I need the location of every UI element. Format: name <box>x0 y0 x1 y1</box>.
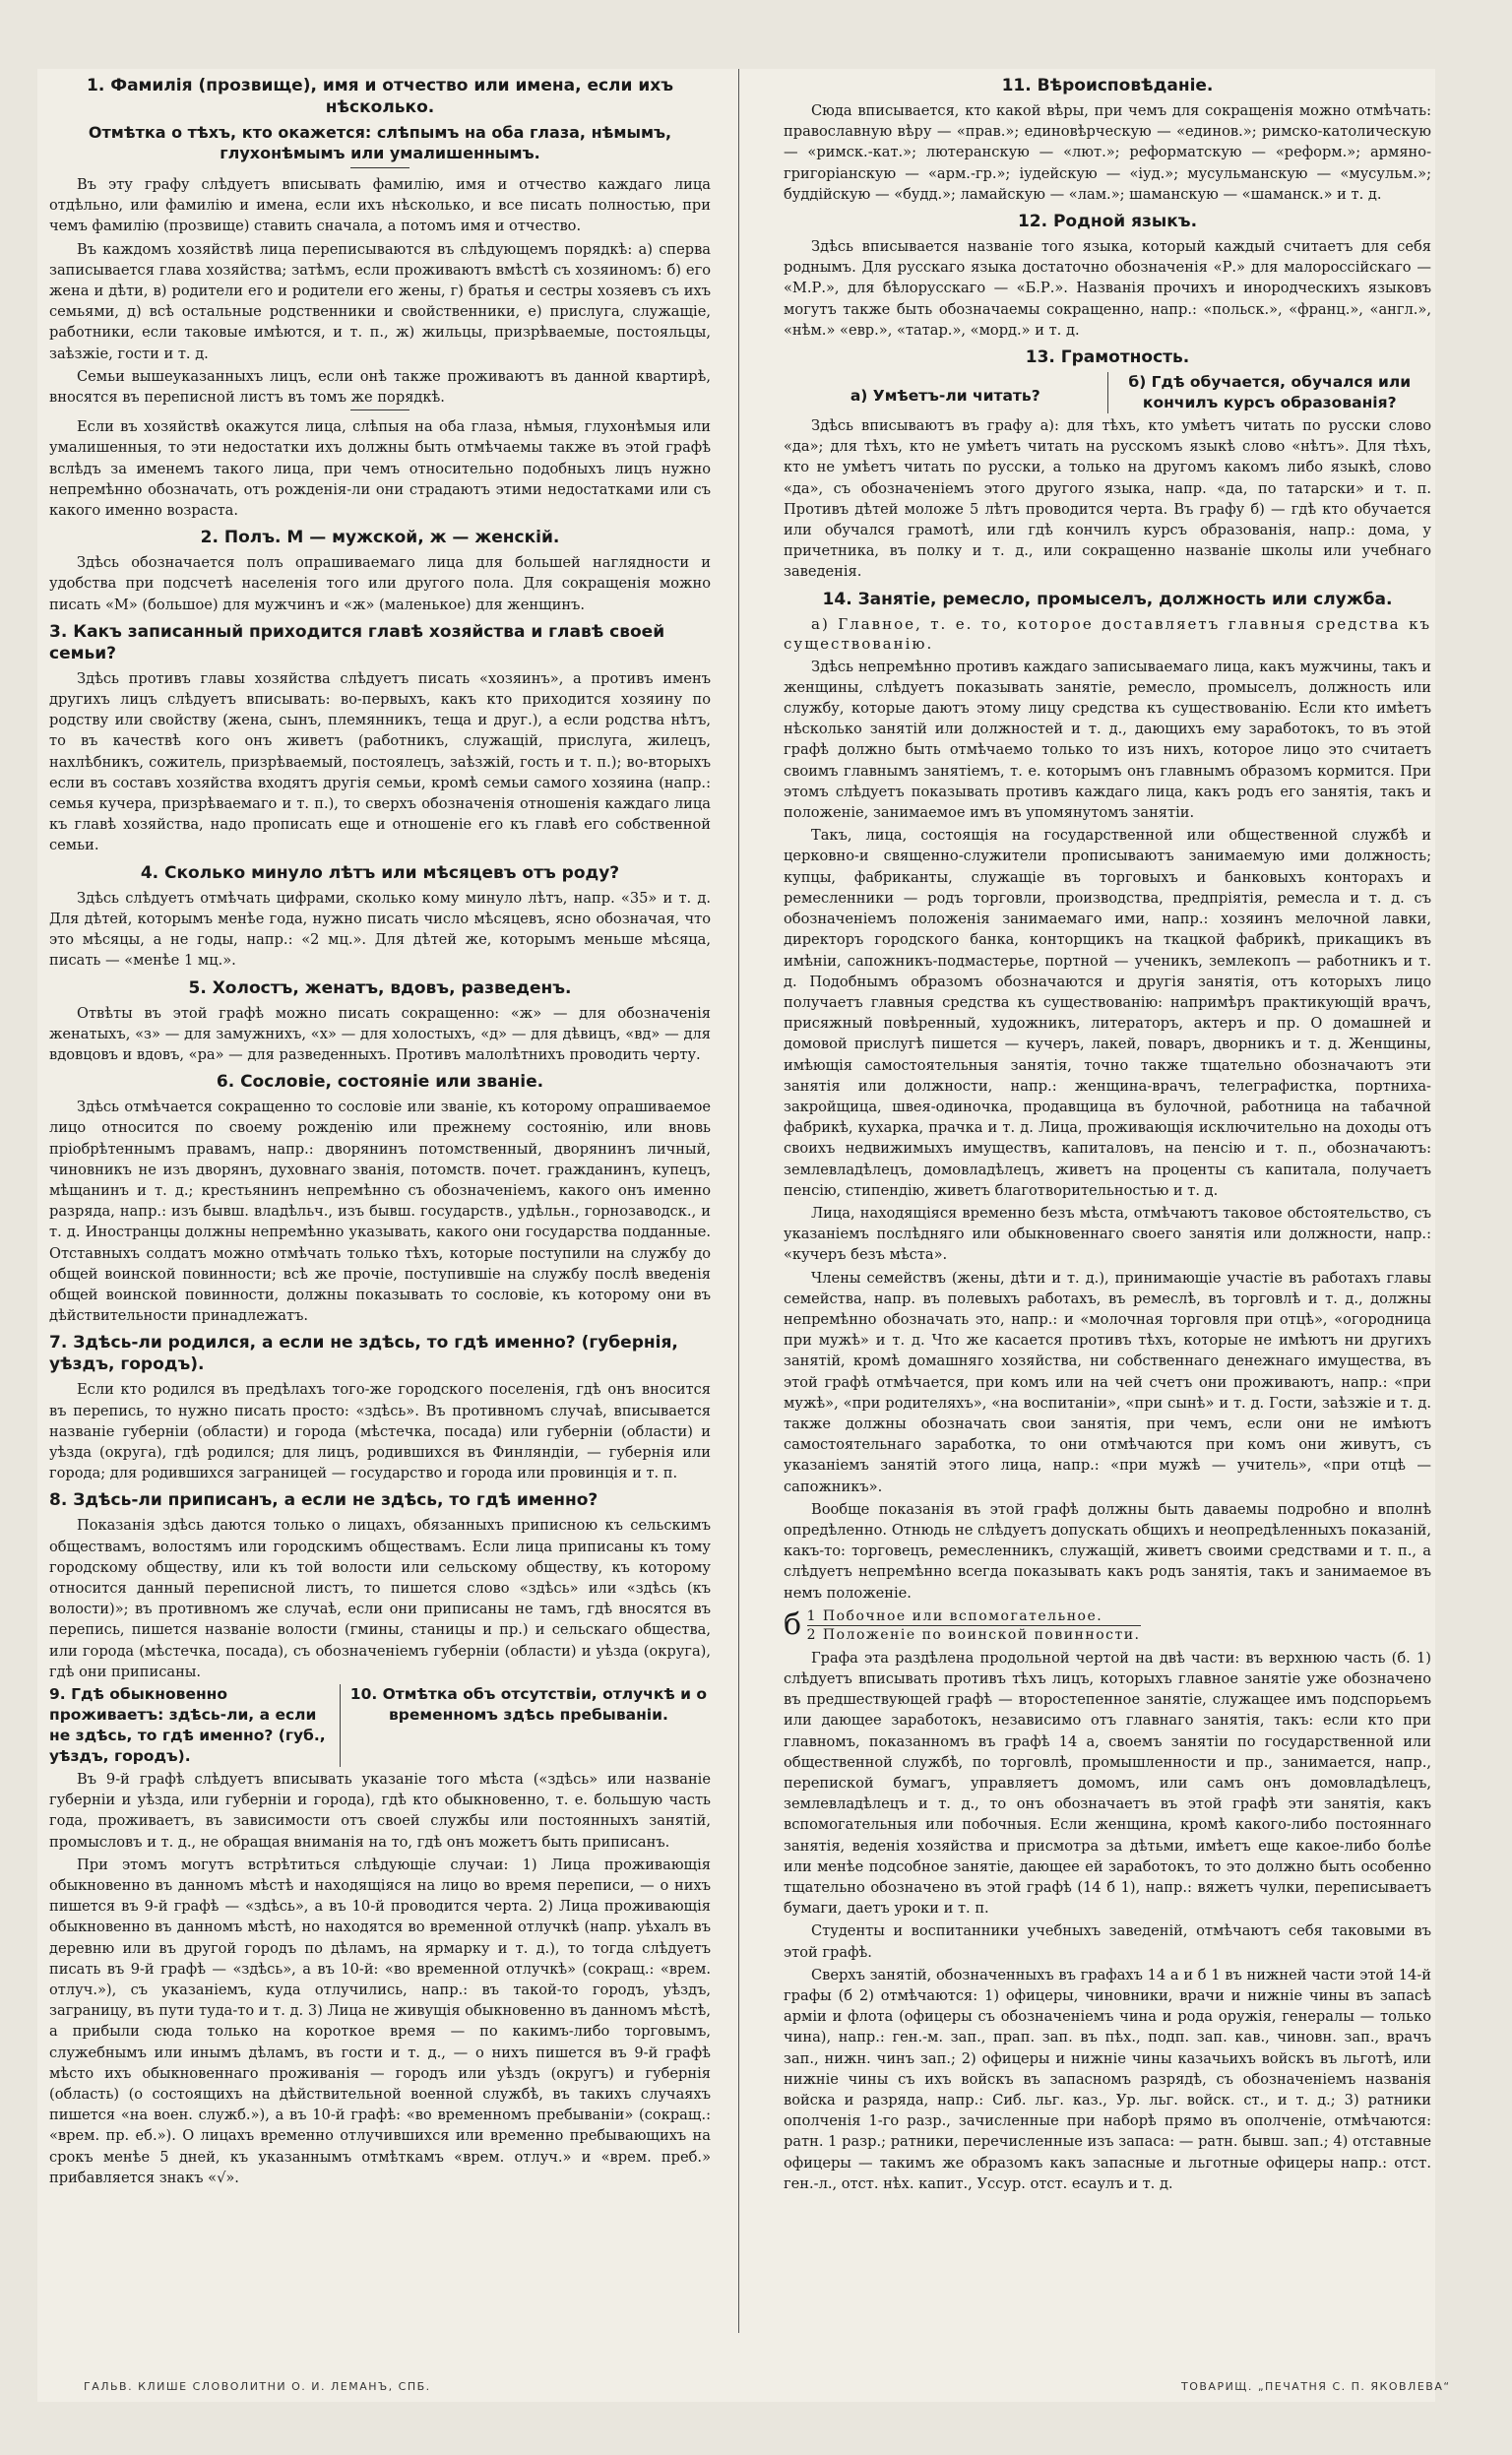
right-column <box>784 69 1431 2402</box>
section-14b-paragraph: Студенты и воспитанники учебныхъ заведеній, отмѣчаютъ себя таковыми въ этой графѣ. <box>784 1922 1431 1961</box>
section-14b-letter: б <box>784 1607 803 1643</box>
section-14-paragraph: Лица, находящіяся временно безъ мѣста, отмѣчаютъ таковое обстоятельство, съ указаніемъ послѣдняго или обыкновеннаго своего занятія или должности, напр.: «кучеръ безъ мѣста». <box>784 1204 1431 1264</box>
section-14b-header <box>784 1607 1431 1644</box>
section-4-title: 4. Сколько минуло лѣтъ или мѣсяцевъ отъ роду? <box>140 862 620 883</box>
section-5-paragraph: Отвѣты въ этой графѣ можно писать сокращенно: «ж» — для обозначенія женатыхъ, «з» — для замужнихъ, «х» — для холостыхъ, «д» — для дѣвицъ, «вд» — для вдовцовъ и вдовъ, «ра» — для разведенныхъ. Противъ малолѣтнихъ проводить черту. <box>49 1004 711 1063</box>
section-14-paragraph: Здѣсь непремѣнно противъ каждаго записываемаго лица, какъ мужчины, такъ и женщины, слѣдуетъ показывать занятіе, ремесло, промыселъ, должность или службу, которые даютъ этому лицу средства къ существованію. Если кто имѣетъ нѣсколько занятій или должностей и т. д., дающихъ ему заработокъ, то въ этой графѣ должно быть отмѣчаемо только то изъ нихъ, которое лицо это считаетъ своимъ главнымъ занятіемъ, т. е. которымъ онъ главнымъ образомъ кормится. При этомъ слѣдуетъ показывать противъ каждаго лица, какъ родъ его занятія, такъ и положеніе, занимаемое имъ въ упомянутомъ занятіи. <box>784 658 1431 822</box>
section-7-title: 7. Здѣсь-ли родился, а если не здѣсь, то гдѣ именно? (губернія, уѣздъ, городъ). <box>49 1333 678 1375</box>
section-14-paragraph: Вообще показанія въ этой графѣ должны быть даваемы подробно и вполнѣ опредѣленно. Отнюдь не слѣдуетъ допускать общихъ и неопредѣленныхъ показаній, какъ-то: торговецъ, ремесленникъ, служащій, живетъ своими средствами и т. п., а слѣдуетъ непремѣнно всегда показывать какъ родъ занятія, такъ и занимаемое въ немъ положеніе. <box>784 1500 1431 1602</box>
section-9-title: 9. Гдѣ обыкновенно проживаетъ: здѣсь-ли, а если не здѣсь, то гдѣ именно? (губ., уѣздъ, городъ). <box>49 1684 341 1767</box>
section-1-title: 1. Фамилія (прозвище), имя и отчество или имена, если ихъ нѣсколько. <box>87 76 673 117</box>
section-11-title: 11. Вѣроисповѣданіе. <box>1001 76 1214 95</box>
section-1-paragraph: Если въ хозяйствѣ окажутся лица, слѣпыя на оба глаза, нѣмыя, глухонѣмыя или умалишенныя, то эти недостатки ихъ должны быть отмѣчаемы также въ этой графѣ вслѣдъ за именемъ такого лица, при чемъ относительно подобныхъ лицъ нужно непремѣнно обозначать, отъ рожденія-ли они страдаютъ этими недостатками или съ какого именно возраста. <box>49 418 711 520</box>
section-4-paragraph: Здѣсь слѣдуетъ отмѣчать цифрами, сколько кому минуло лѣтъ, напр. «35» и т. д. Для дѣтей, которымъ менѣе года, нужно писать число мѣсяцевъ, ясно обозначая, что это мѣсяцы, а не годы, напр.: «2 мц.». Для дѣтей же, которымъ меньше мѣсяца, писать — «менѣе 1 мц.». <box>49 889 711 970</box>
section-1-paragraph: Семьи вышеуказанныхъ лицъ, если онѣ также проживаютъ въ данной квартирѣ, вносятся въ переписной листъ въ томъ же порядкѣ. <box>49 367 711 407</box>
section-9-paragraph: Въ 9-й графѣ слѣдуетъ вписывать указаніе того мѣста («здѣсь» или названіе губерніи и уѣзда, или губерніи и города), гдѣ кто обыкновенно, т. е. большую часть года, проживаетъ, въ зависимости отъ своей службы или постоянныхъ занятій, промысловъ и т. д., не обращая вниманія на то, гдѣ онъ можетъ быть приписанъ. <box>49 1770 711 1851</box>
section-1-note: Отмѣтка о тѣхъ, кто окажется: слѣпымъ на оба глаза, нѣмымъ, глухонѣмымъ или умалишеннымъ. <box>88 123 672 162</box>
section-9-10-header <box>49 1684 711 1767</box>
section-14b1-title: 1 Побочное или вспомогательное. <box>807 1607 1141 1626</box>
divider-rule <box>350 409 410 410</box>
section-14b-paragraph: Графа эта раздѣлена продольной чертой на двѣ части: въ верхнюю часть (б. 1) слѣдуетъ вписывать противъ тѣхъ лицъ, которыхъ главное занятіе уже обозначено въ предшествующей графѣ — второстепенное занятіе, служащее имъ подспорьемъ или дающее заработокъ, независимо отъ главнаго занятія, такъ: если кто при главномъ, показанномъ въ графѣ 14 а, своемъ занятіи по государственной или общественной службѣ, по торговлѣ, промышленности и пр., занимается, напр., перепиской бумагъ, управляетъ домомъ, или самъ онъ домовладѣлецъ, землевладѣлецъ и т. д., то онъ обозначаетъ въ этой графѣ эти занятія, какъ вспомогательныя или побочныя. Если женщина, кромѣ какого-либо постояннаго занятія, веденія хозяйства и присмотра за дѣтьми, имѣетъ еще какое-либо болѣе или менѣе подсобное занятіе, дающее ей заработокъ, то это должно быть особенно тщательно обозначено въ этой графѣ (14 б 1), напр.: вяжетъ чулки, переписываетъ бумаги, даетъ уроки и т. п. <box>784 1649 1431 1918</box>
section-3-title: 3. Какъ записанный приходится главѣ хозяйства и главѣ своей семьи? <box>49 621 665 663</box>
section-14a-subtitle: а) Главное, т. е. то, которое доставляетъ главныя средства къ существованію. <box>784 614 1431 653</box>
section-12-title: 12. Родной языкъ. <box>1017 212 1198 232</box>
section-14-paragraph: Члены семействъ (жены, дѣти и т. д.), принимающіе участіе въ работахъ главы семейства, напр. въ полевыхъ работахъ, въ ремеслѣ, въ торговлѣ и т. д., должны непремѣнно обозначать это, напр.: и «молочная торговля при отцѣ», «огородница при мужѣ» и т. д. Что же касается противъ тѣхъ, которые не имѣютъ ни другихъ занятій, кромѣ домашняго хозяйства, ни собственнаго денежнаго имущества, въ этой графѣ отмѣчается, при комъ или на чей счетъ они проживаютъ, напр.: «при мужѣ», «при родителяхъ», «на воспитаніи», «при сынѣ» и т. д. Гости, заѣзжіе и т. д. также должны обозначать свои занятія, при чемъ, если они не имѣютъ самостоятельнаго заработка, то они отмѣчаются при комъ они живутъ, съ указаніемъ занятій этого лица, напр.: «при мужѣ — учитель», «при отцѣ — сапожникъ». <box>784 1269 1431 1495</box>
section-13-subheader <box>784 372 1431 413</box>
left-column <box>49 69 711 2402</box>
census-instruction-sheet <box>37 69 1435 2402</box>
section-13b-title: б) Гдѣ обучается, обучался или кончилъ курсъ образованія? <box>1107 372 1432 413</box>
section-7-paragraph: Если кто родился въ предѣлахъ того-же городского поселенія, гдѣ онъ вносится въ перепись, то нужно писать просто: «здѣсь». Въ противномъ случаѣ, вписывается названіе губерніи (области) и города (мѣстечка, посада) или губерніи (области) и уѣзда (округа), гдѣ родился; для лицъ, родившихся въ Финляндіи, — губернія или города; для родившихся заграницей — государство и города или провинція и т. п. <box>49 1381 711 1482</box>
divider-rule <box>350 167 410 168</box>
section-1-paragraph: Въ эту графу слѣдуетъ вписывать фамилію, имя и отчество каждаго лица отдѣльно, или фамилію и имена, если ихъ нѣсколько, и все писать полностью, при чемъ фамилію (прозвище) ставить сначала, а потомъ имя и отчество. <box>49 176 711 235</box>
section-2-title: 2. Полъ. М — мужской, ж — женскій. <box>200 528 560 548</box>
column-divider <box>738 69 739 2333</box>
section-2-paragraph: Здѣсь обозначается полъ опрашиваемаго лица для большей наглядности и удобства при подсчетѣ населенія того или другого пола. Для сокращенія можно писать «М» (большое) для мужчинъ и «ж» (маленькое) для женщинъ. <box>49 554 711 613</box>
section-6-title: 6. Сословіе, состояніе или званіе. <box>216 1072 544 1093</box>
section-13-paragraph: Здѣсь вписываютъ въ графу а): для тѣхъ, кто умѣетъ читать по русски слово «да»; для тѣхъ, кто не умѣетъ читать на русскомъ языкѣ слово «нѣтъ». Для тѣхъ, кто не умѣетъ читать по русски, а только на другомъ какомъ либо языкѣ, слово «да», съ обозначеніемъ этого другого языка, напр. «да, по татарски» и т. п. Противъ дѣтей моложе 5 лѣтъ проводится черта. Въ графу б) — гдѣ кто обучается или обучался грамотѣ, или гдѣ кончилъ курсъ образованія, напр.: дома, у причетника, въ полку и т. д., или сокращенно названіе школы или учебнаго заведенія. <box>784 417 1431 581</box>
section-14-title: 14. Занятіе, ремесло, промыселъ, должность или служба. <box>822 589 1393 609</box>
section-14b-lines <box>807 1607 1141 1644</box>
section-11-paragraph: Сюда вписывается, кто какой вѣры, при чемъ для сокращенія можно отмѣчать: православную вѣру — «прав.»; единовѣрческую — «единов.»; римско-католическую — «римск.-кат.»; лютеранскую — «лют.»; реформатскую — «реформ.»; армяно-григоріанскую — «арм.-гр.»; іудейскую — «іуд.»; мусульманскую — «мусульм.»; буддійскую — «будд.»; ламайскую — «лам.»; шаманскую — «шаманск.» и т. д. <box>784 102 1431 203</box>
section-12-paragraph: Здѣсь вписывается названіе того языка, который каждый считаетъ для себя роднымъ. Для русскаго языка достаточно обозначенія «Р.» для малороссійскаго — «М.Р.», для бѣлорусскаго — «Б.Р.». Названія прочихъ и инородческихъ языковъ могутъ также быть обозначаемы сокращенно, напр.: «польск.», «франц.», «англ.», «нѣм.» «евр.», «татар.», «морд.» и т. д. <box>784 238 1431 339</box>
section-3-paragraph: Здѣсь противъ главы хозяйства слѣдуетъ писать «хозяинъ», а противъ именъ другихъ лицъ слѣдуетъ вписывать: во-первыхъ, какъ кто приходится хозяину по родству или свойству (жена, сынъ, племянникъ, теща и друг.), а если родства нѣтъ, то въ качествѣ кого онъ живетъ (работникъ, служащій, прислуга, жилецъ, нахлѣбникъ, сожитель, призрѣваемый, постоялецъ, заѣзжій, гость и т. п.); во-вторыхъ если въ составъ хозяйства входятъ другія семьи, кромѣ семьи самого хозяина (напр.: семья кучера, призрѣваемаго и т. п.), то сверхъ обозначенія отношенія каждаго лица къ главѣ хозяйства, надо прописать еще и отношеніе его къ главѣ его собственной семьи. <box>49 669 711 854</box>
section-14-paragraph: Такъ, лица, состоящія на государственной или общественной службѣ и церковно-и священно-служители прописываютъ занимаемую ими должность; купцы, фабриканты, служащіе въ торговыхъ и банковыхъ конторахъ и ремесленники — родъ торговли, производства, предпріятія, ремесла и т. д. съ обозначеніемъ положенія занимаемаго ими, напр.: хозяинъ мелочной лавки, директоръ городского банка, конторщикъ на ткацкой фабрикѣ, прикащикъ въ имѣніи, сапожникъ-подмастерье, портной — ученикъ, землекопъ — работникъ и т. д. Подобнымъ образомъ обозначаются и другія занятія, отъ которыхъ лицо получаетъ главныя средства къ существованію: напримѣръ практикующій врачъ, присяжный повѣренный, художникъ, литераторъ, актеръ и пр. О домашней и домовой прислугѣ пишется — кучеръ, лакей, поваръ, дворникъ и т. д. Женщины, имѣющія самостоятельныя занятія, точно также тщательно обозначаютъ эти занятія или должности, напр.: женщина-врачъ, телеграфистка, портниха-закройщица, швея-одиночка, продавщица въ булочной, работница на табачной фабрикѣ, кухарка, прачка и т. д. Лица, проживающія исключительно на доходы отъ своихъ недвижимыхъ имуществъ, капиталовъ, на пенсію и т. п., обозначаютъ: землевладѣлецъ, домовладѣлецъ, живетъ на проценты съ капитала, получаетъ пенсію, стипендію, живетъ благотворительностью и т. д. <box>784 827 1431 1199</box>
section-9-paragraph: При этомъ могутъ встрѣтиться слѣдующіе случаи: 1) Лица проживающія обыкновенно въ данномъ мѣстѣ и находящіяся на лицо во время переписи, — о нихъ пишется въ 9-й графѣ — «здѣсь», а въ 10-й проводится черта. 2) Лица проживающія обыкновенно въ данномъ мѣстѣ, но находятся во временной отлучкѣ (напр. уѣхалъ въ деревню или въ другой городъ по дѣламъ, на ярмарку и т. д.), то тогда слѣдуетъ писать въ 9-й графѣ — «здѣсь», а въ 10-й: «во временной отлучкѣ» (сокращ.: «врем. отлуч.»), съ указаніемъ, куда отлучились, напр.: въ такой-то городъ, уѣздъ, заграницу, въ пути туда-то и т. д. 3) Лица не живущія обыкновенно въ данномъ мѣстѣ, а прибыли сюда только на короткое время — по какимъ-либо торговымъ, служебнымъ или инымъ дѣламъ, въ гости и т. д., — о нихъ пишется въ 9-й графѣ мѣсто ихъ обыкновеннаго проживанія — городъ или уѣздъ (округъ) и губернія (область) (о состоящихъ на дѣйствительной военной службѣ, въ такихъ случаяхъ пишется «на воен. служб.»), а въ 10-й графѣ: «во временномъ пребываніи» (сокращ.: «врем. пр. еб.»). О лицахъ временно отлучившихся или временно пребывающихъ на срокъ менѣе 5 дней, къ указаннымъ отмѣткамъ «врем. отлуч.» и «врем. преб.» прибавляется знакъ «√». <box>49 1856 711 2186</box>
section-14b-paragraph: Сверхъ занятій, обозначенныхъ въ графахъ 14 а и б 1 въ нижней части этой 14-й графы (б 2) отмѣчаются: 1) офицеры, чиновники, врачи и нижніе чины въ запасѣ арміи и флота (офицеры съ обозначеніемъ чина и рода оружія, генералы — только чина), напр.: ген.-м. зап., прап. зап. въ пѣх., подп. зап. кав., чиновн. зап., врачъ зап., нижн. чинъ зап.; 2) офицеры и нижніе чины казачьихъ войскъ въ льготѣ, или нижніе чины съ ихъ войскъ въ запасномъ разрядѣ, съ обозначеніемъ названія войска и разряда, напр.: Сиб. льг. каз., Ур. льг. войск. ст., и т. д.; 3) ратники ополченія 1-го разр., зачисленные при наборѣ прямо въ ополченіе, отмѣчаются: ратн. 1 разр.; ратники, перечисленные изъ запаса: — ратн. бывш. зап.; 4) отставные офицеры — такимъ же образомъ какъ запасные и льготные офицеры напр.: отст. ген.-л., отст. нѣх. капит., Уссур. отст. есаулъ и т. д. <box>784 1966 1431 2192</box>
section-10-title: 10. Отмѣтка объ отсутствіи, отлучкѣ и о временномъ здѣсь пребываніи. <box>349 1684 708 1724</box>
section-13a-title: а) Умѣетъ-ли читать? <box>850 387 1040 406</box>
section-6-paragraph: Здѣсь отмѣчается сокращенно то сословіе или званіе, къ которому опрашиваемое лицо относится по своему рожденію или прежнему состоянію, или вновь пріобрѣтеннымъ правамъ, напр.: дворянинъ потомственный, дворянинъ личный, чиновникъ не изъ дворянъ, духовнаго званія, потомств. почет. гражданинъ, купецъ, мѣщанинъ и т. д.; крестьянинъ непремѣнно съ обозначеніемъ, какого онъ именно разряда, напр.: изъ бывш. владѣльч., изъ бывш. государств., удѣльн., горнозаводск., и т. д. Иностранцы должны непремѣнно указывать, какого они государства подданные. Отставныхъ солдатъ можно отмѣчать только тѣхъ, которые поступили на службу до общей воинской повинности; всѣ же прочіе, поступившіе на службу послѣ введенія общей воинской повинности, должны показывать то сословіе, къ которому они въ дѣйствительности принадлежатъ. <box>49 1099 711 1325</box>
section-1-paragraph: Въ каждомъ хозяйствѣ лица переписываются въ слѣдующемъ порядкѣ: а) сперва записывается глава хозяйства; затѣмъ, если проживаютъ вмѣстѣ съ хозяиномъ: б) его жена и дѣти, в) родители его и родители его жены, г) братья и сестры хозяевъ съ ихъ семьями, д) всѣ остальные родственники и свойственники, е) прислуга, служащіе, работники, если таковые имѣются, и т. п., ж) жильцы, призрѣваемые, постояльцы, заѣзжіе, гости и т. д. <box>49 240 711 362</box>
printer-credit-left: ГАЛЬВ. КЛИШЕ СЛОВОЛИТНИ О. И. ЛЕМАНЪ, СПБ. <box>84 2380 431 2393</box>
section-5-title: 5. Холостъ, женатъ, вдовъ, разведенъ. <box>188 977 572 998</box>
section-8-paragraph: Показанія здѣсь даются только о лицахъ, обязанныхъ приписною къ сельскимъ обществамъ, волостямъ или городскимъ обществамъ. Если лица приписаны къ тому городскому обществу, или къ той волости или сельскому обществу, къ которому относится данный переписной листъ, то пишется слово «здѣсь» или «здѣсь (къ волости)»; въ противномъ же случаѣ, если они приписаны не тамъ, гдѣ вносятся въ перепись, пишется названіе волости (гмины, станицы и пр.) и сельскаго общества, или города (мѣстечка, посада), съ обозначеніемъ губерніи (области) и уѣзда (округа), гдѣ они приписаны. <box>49 1517 711 1680</box>
section-13-title: 13. Грамотность. <box>1025 347 1190 368</box>
section-8-title: 8. Здѣсь-ли приписанъ, а если не здѣсь, то гдѣ именно? <box>49 1490 598 1511</box>
printer-credit-right: ТОВАРИЩ. „ПЕЧАТНЯ С. П. ЯКОВЛЕВА“ <box>1181 2380 1451 2393</box>
section-14b2-title: 2 Положеніе по воинской повинности. <box>806 1626 1141 1643</box>
